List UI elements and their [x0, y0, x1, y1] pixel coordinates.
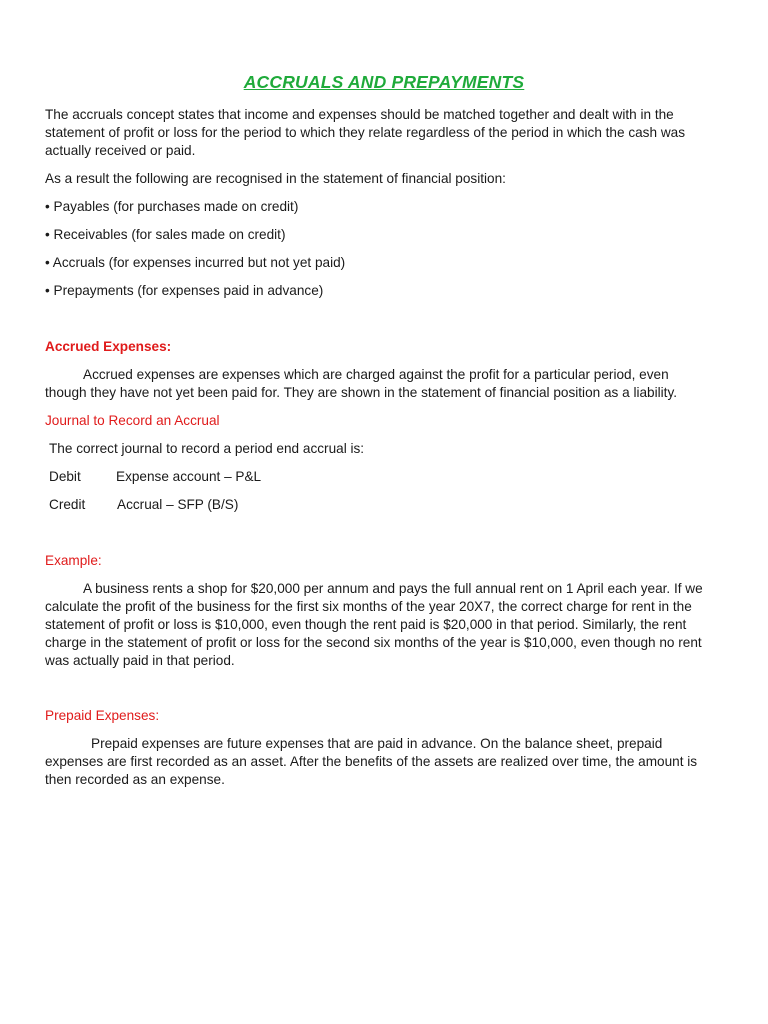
journal-credit-entry: Accrual – SFP (B/S)	[117, 497, 239, 512]
intro-line-1: The accruals concept states that income and expenses should be matched together and dealt with in the	[45, 107, 674, 122]
prepaid-line-2: expenses are first recorded as an asset. After the benefits of the assets are realized over time, the amount is	[45, 754, 698, 769]
example-line-1: A business rents a shop for $20,000 per annum and pays the full annual rent on 1 April each year. If we	[83, 581, 703, 596]
bullet-receivables: • Receivables (for sales made on credit)	[45, 227, 286, 242]
bullet-payables: • Payables (for purchases made on credit)	[45, 199, 299, 214]
journal-debit-entry: Expense account – P&L	[116, 469, 262, 484]
prepaid-line-3: then recorded as an expense.	[45, 772, 225, 787]
journal-intro: The correct journal to record a period end accrual is:	[49, 441, 365, 456]
prepaid-line-1: Prepaid expenses are future expenses that are paid in advance. On the balance sheet, prepaid	[91, 736, 663, 751]
result-line: As a result the following are recognised in the statement of financial position:	[45, 171, 506, 186]
intro-line-3: actually received or paid.	[45, 143, 196, 158]
accrued-line-1: Accrued expenses are expenses which are charged against the profit for a particular period, even	[83, 367, 669, 382]
accrued-line-2: though they have not yet been paid for. They are shown in the statement of financial position as a liability.	[45, 385, 678, 400]
example-line-2: calculate the profit of the business for the first six months of the year 20X7, the correct charge for rent in the	[45, 599, 692, 614]
page-title: ACCRUALS AND PREPAYMENTS	[243, 72, 525, 92]
journal-credit-label: Credit	[49, 497, 86, 512]
example-heading: Example:	[45, 553, 102, 568]
accrued-expenses-heading: Accrued Expenses:	[45, 339, 172, 354]
example-line-5: was actually paid in that period.	[45, 653, 235, 668]
example-line-3: statement of profit or loss is $10,000, even though the rent paid is $20,000 in that period. Similarly, the rent	[45, 617, 687, 632]
example-line-4: charge in the statement of profit or loss for the second six months of the year is $10,000, even though no rent	[45, 635, 702, 650]
journal-debit-label: Debit	[49, 469, 81, 484]
journal-heading: Journal to Record an Accrual	[45, 413, 220, 428]
prepaid-expenses-heading: Prepaid Expenses:	[45, 708, 160, 723]
bullet-accruals: • Accruals (for expenses incurred but not yet paid)	[45, 255, 346, 270]
bullet-prepayments: • Prepayments (for expenses paid in advance)	[45, 283, 324, 298]
intro-line-2: statement of profit or loss for the period to which they relate regardless of the period in which the cash was	[45, 125, 685, 140]
